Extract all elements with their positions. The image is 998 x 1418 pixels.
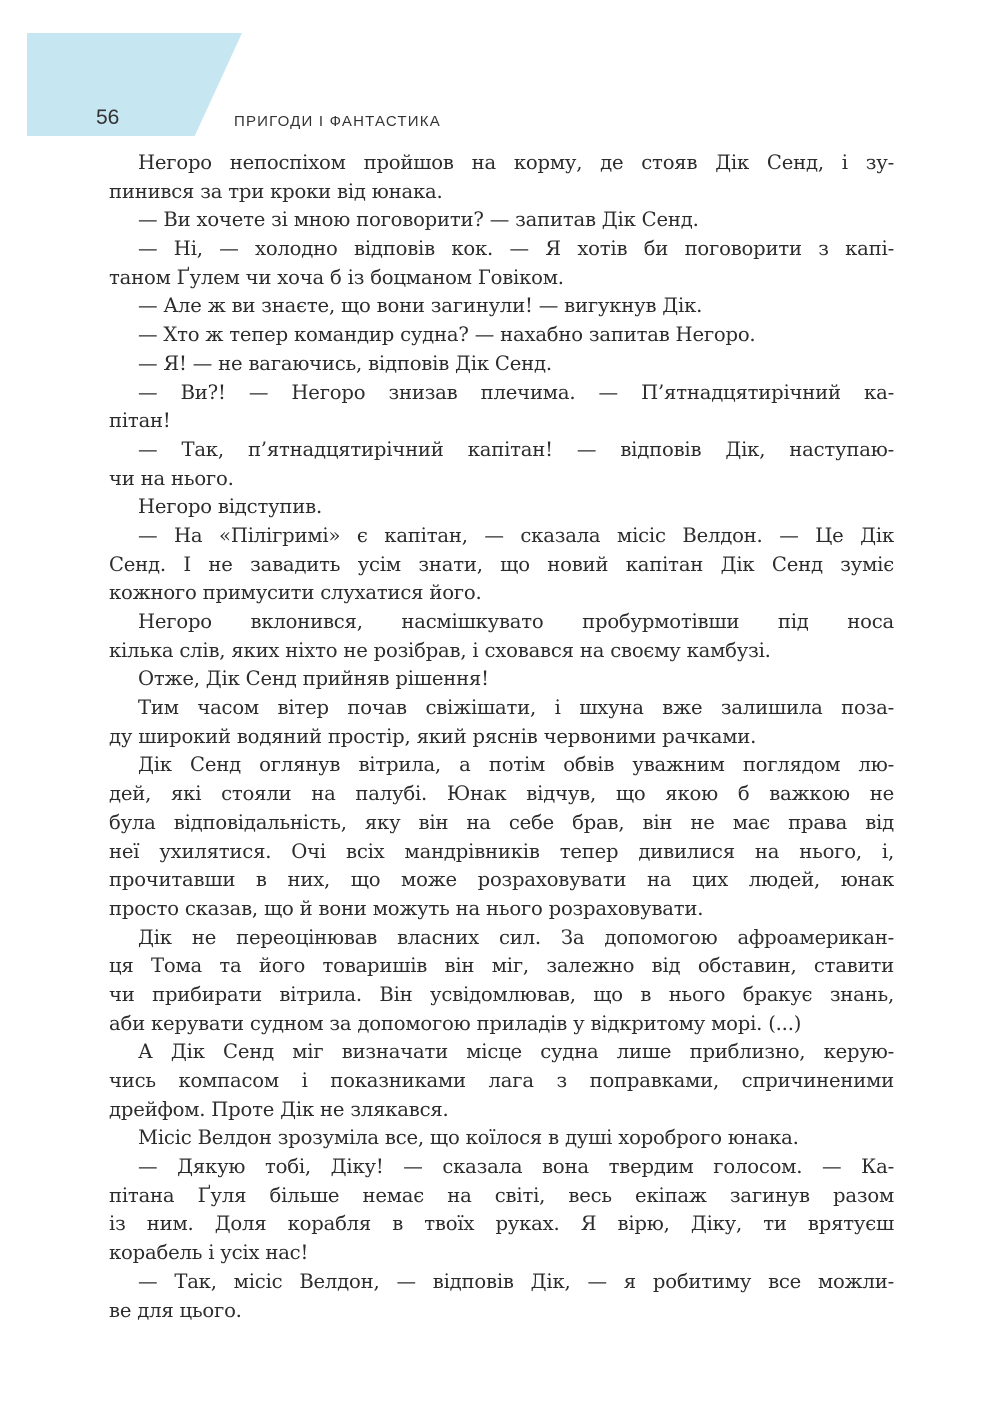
text-line: прочитавши в них, що може розраховувати на цих людей, юнак xyxy=(109,868,894,892)
text-line: чись компасом і показниками лага з поправками, спричиненими xyxy=(109,1069,894,1092)
body-text xyxy=(109,149,894,1325)
text-line: Дік Сенд оглянув вітрила, а потім обвів уважним поглядом лю- xyxy=(138,753,894,777)
text-line: Місіс Велдон зрозуміла все, що коїлося в душі хороброго юнака. xyxy=(138,1126,799,1150)
text-line: кілька слів, яких ніхто не розібрав, і сховався на своєму камбузі. xyxy=(109,638,771,662)
text-line: Сенд. І не завадить усім знати, що новий капітан Дік Сенд зуміє xyxy=(109,552,894,576)
text-line: Отже, Дік Сенд прийняв рішення! xyxy=(138,667,489,691)
text-line: пітан! xyxy=(109,409,171,433)
text-line: дей, які стояли на палубі. Юнак відчув, що якою б важкою не xyxy=(109,782,894,806)
text-line: була відповідальність, яку він на себе брав, він не має права від xyxy=(109,810,894,834)
text-line: — Ні, — холодно відповів кок. — Я хотів би поговорити з капі- xyxy=(138,237,894,261)
text-line: пітана Ґуля більше немає на світі, весь екіпаж загинув разом xyxy=(109,1183,894,1207)
text-line: дрейфом. Проте Дік не злякався. xyxy=(109,1097,449,1121)
text-line: — Я! — не вагаючись, відповів Дік Сенд. xyxy=(138,351,552,375)
text-line: ця Тома та його товаришів він міг, залежно від обставин, ставити xyxy=(109,954,894,978)
text-line: — Так, місіс Велдон, — відповів Дік, — я робитиму все можли- xyxy=(138,1269,894,1293)
text-line: Тим часом вітер почав свіжішати, і шхуна вже залишила поза- xyxy=(138,696,894,720)
text-line: — Дякую тобі, Діку! — сказала вона твердим голосом. — Ка- xyxy=(138,1155,894,1179)
text-line: корабель і усіх нас! xyxy=(109,1241,309,1265)
text-line: таном Ґулем чи хоча б із боцманом Говіком. xyxy=(109,265,564,289)
page-number: 56 xyxy=(96,106,120,129)
text-line: пинився за три кроки від юнака. xyxy=(109,179,443,203)
text-line: — Ви хочете зі мною поговорити? — запитав Дік Сенд. xyxy=(138,208,699,232)
text-line: чи прибирати вітрила. Він усвідомлював, що в нього бракує знань, xyxy=(109,982,894,1006)
text-line: ду широкий водяний простір, який ряснів червоними рачками. xyxy=(109,724,757,748)
text-line: кожного примусити слухатися його. xyxy=(109,581,482,605)
text-line: аби керувати судном за допомогою приладів у відкритому морі. (...) xyxy=(109,1011,802,1035)
text-line: Негоро непоспіхом пройшов на корму, де стояв Дік Сенд, і зу- xyxy=(138,151,894,174)
text-line: Негоро відступив. xyxy=(138,495,322,519)
text-line: — Ви?! — Негоро знизав плечима. — П’ятнадцятирічний ка- xyxy=(138,380,894,404)
text-line: із ним. Доля корабля в твоїх руках. Я вірю, Діку, ти врятуєш xyxy=(109,1212,894,1236)
text-line: Негоро вклонився, насмішкувато пробурмотівши під носа xyxy=(138,610,894,633)
text-line: Дік не переоцінював власних сил. За допомогою афроамерикан- xyxy=(138,925,894,949)
text-line: ве для цього. xyxy=(109,1298,242,1322)
text-line: неї ухилятися. Очі всіх мандрівників тепер дивилися на нього, і, xyxy=(109,839,894,863)
text-line: чи на нього. xyxy=(109,466,234,490)
text-line: А Дік Сенд міг визначати місце судна лише приблизно, керую- xyxy=(138,1040,894,1064)
running-head: ПРИГОДИ І ФАНТАСТИКА xyxy=(234,113,441,130)
text-line: — Але ж ви знаєте, що вони загинули! — вигукнув Дік. xyxy=(138,294,703,318)
text-line: просто сказав, що й вони можуть на нього розраховувати. xyxy=(109,896,704,920)
text-line: — Хто ж тепер командир судна? — нахабно запитав Негоро. xyxy=(138,323,756,347)
header-tab-decoration xyxy=(27,33,242,136)
text-line: — Так, п’ятнадцятирічний капітан! — відповів Дік, наступаю- xyxy=(138,437,894,461)
text-line: — На «Пілігримі» є капітан, — сказала місіс Велдон. — Це Дік xyxy=(138,523,894,547)
